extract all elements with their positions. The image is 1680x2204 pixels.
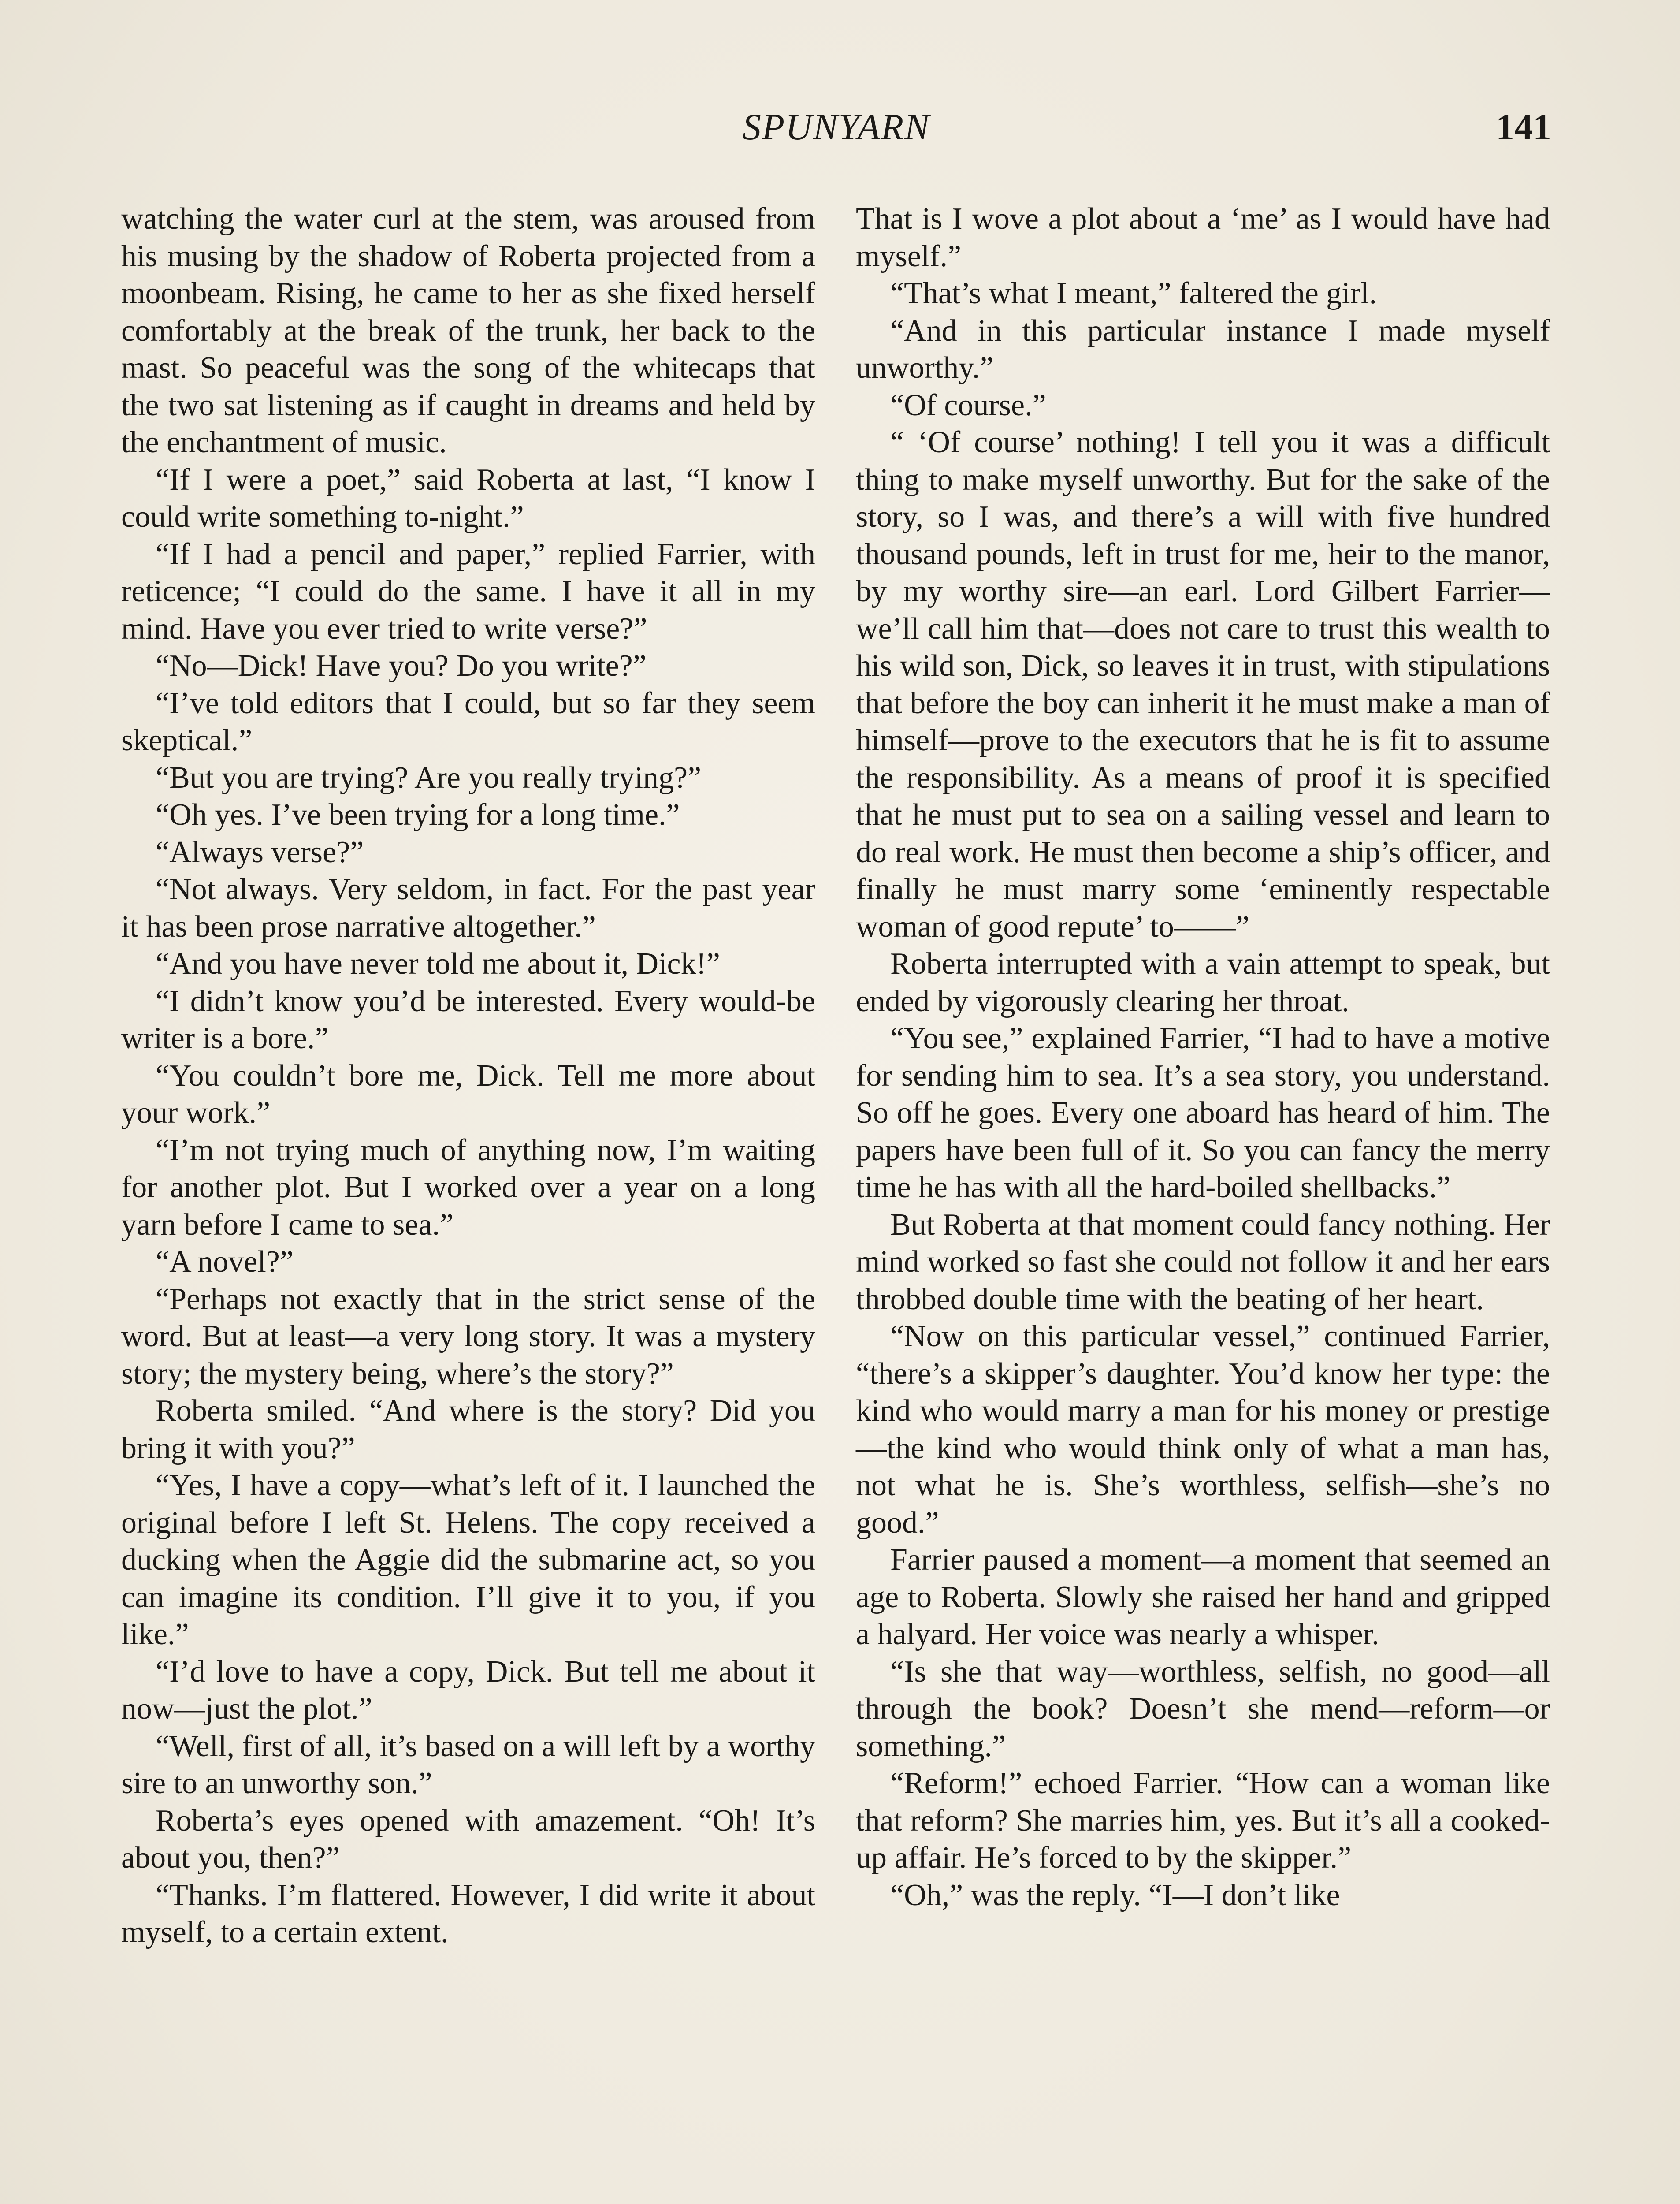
paragraph: “Now on this particular vessel,” continued Farrier, “there’s a skipper’s daughter. You’d know her type: the kind who would marry a man for his money or prestige—the kind who would think only of what a man has, not what he is. She’s worthless, selfish—she’s no good.” bbox=[856, 1319, 1550, 1540]
paragraph: “I didn’t know you’d be interested. Every would-be writer is a bore.” bbox=[121, 984, 815, 1055]
paragraph: But Roberta at that moment could fancy nothing. Her mind worked so fast she could not follow it and her ears throbbed double time with the beating of her heart. bbox=[856, 1207, 1550, 1316]
paragraph: “That’s what I meant,” faltered the girl. bbox=[890, 276, 1377, 310]
paragraph: Roberta interrupted with a vain attempt to speak, but ended by vigorously clearing her throat. bbox=[856, 947, 1550, 1018]
paragraph: “If I were a poet,” said Roberta at last, “I know I could write something to-night.” bbox=[121, 462, 815, 534]
paragraph: “Thanks. I’m flattered. However, I did write it about myself, to a certain extent. bbox=[121, 1878, 815, 1949]
paragraph: “Always verse?” bbox=[156, 835, 364, 869]
left-column bbox=[121, 201, 815, 1951]
paragraph: “Of course.” bbox=[890, 388, 1046, 422]
paragraph: “Yes, I have a copy—what’s left of it. I launched the original before I left St. Helens. The copy received a ducking when the Aggie did the submarine act, so you can imagine its condition. I’ll give it to you, if you like.” bbox=[121, 1468, 815, 1651]
paragraph: “ ‘Of course’ nothing! I tell you it was a difficult thing to make myself unworthy. But for the sake of the story, so I was, and there’s a will with five hundred thousand pounds, left in trust for me, heir to the manor, by my worthy sire—an earl. Lord Gilbert Farrier—we’ll call him that—does not care to trust this wealth to his wild son, Dick, so leaves it in trust, with stipulations that before the boy can inherit it he must make a man of himself—prove to the executors that he is fit to assume the responsibility. As a means of proof it is specified that he must put to sea on a sailing vessel and learn to do real work. He must then become a ship’s officer, and finally he must marry some ‘eminently respectable woman of good repute’ to——” bbox=[856, 425, 1550, 944]
paragraph: “I’m not trying much of anything now, I’m waiting for another plot. But I worked over a year on a long yarn before I came to sea.” bbox=[121, 1133, 815, 1242]
paragraph: “Well, first of all, it’s based on a will left by a worthy sire to an unworthy son.” bbox=[121, 1729, 815, 1800]
paragraph: Roberta smiled. “And where is the story? Did you bring it with you?” bbox=[121, 1394, 815, 1465]
paragraph: “And in this particular instance I made myself unworthy.” bbox=[856, 313, 1550, 385]
paragraph: watching the water curl at the stem, was aroused from his musing by the shadow of Roberta projected from a moonbeam. Rising, he came to her as she fixed herself comfortably at the break of the trunk, her back to the mast. So peaceful was the song of the whitecaps that the two sat listening as if caught in dreams and held by the enchantment of music. bbox=[121, 202, 815, 459]
paragraph: Roberta’s eyes opened with amazement. “Oh! It’s about you, then?” bbox=[121, 1803, 815, 1875]
paragraph: “Perhaps not exactly that in the strict sense of the word. But at least—a very long story. It was a mystery story; the mystery being, where’s the story?” bbox=[121, 1282, 815, 1391]
paragraph: “If I had a pencil and paper,” replied Farrier, with reticence; “I could do the same. I have it all in my mind. Have you ever tried to write verse?” bbox=[121, 537, 815, 646]
paragraph: “Not always. Very seldom, in fact. For the past year it has been prose narrative altogether.” bbox=[121, 872, 815, 944]
paragraph: “I’ve told editors that I could, but so far they seem skeptical.” bbox=[121, 686, 815, 757]
paragraph: “No—Dick! Have you? Do you write?” bbox=[156, 649, 647, 683]
paragraph: “Reform!” echoed Farrier. “How can a woman like that reform? She marries him, yes. But it’s all a cooked-up affair. He’s forced to by the skipper.” bbox=[856, 1766, 1550, 1875]
paragraph: “You see,” explained Farrier, “I had to have a motive for sending him to sea. It’s a sea story, you understand. So off he goes. Every one aboard has heard of him. The papers have been full of it. So you can fancy the merry time he has with all the hard-boiled shellbacks.” bbox=[856, 1021, 1550, 1204]
page-number: 141 bbox=[1496, 107, 1551, 148]
page-header bbox=[121, 106, 1551, 154]
running-head: SPUNYARN bbox=[742, 107, 930, 148]
paragraph: “I’d love to have a copy, Dick. But tell me about it now—just the plot.” bbox=[121, 1654, 815, 1726]
paragraph: “Oh yes. I’ve been trying for a long time.” bbox=[156, 798, 680, 832]
paragraph: “But you are trying? Are you really trying?” bbox=[156, 760, 702, 795]
paragraph: “Is she that way—worthless, selfish, no good—all through the book? Doesn’t she mend—reform—or something.” bbox=[856, 1654, 1550, 1763]
paragraph: Farrier paused a moment—a moment that seemed an age to Roberta. Slowly she raised her hand and gripped a halyard. Her voice was nearly a whisper. bbox=[856, 1543, 1550, 1651]
paragraph: “A novel?” bbox=[156, 1245, 294, 1279]
paragraph: “You couldn’t bore me, Dick. Tell me more about your work.” bbox=[121, 1058, 815, 1130]
paragraph: “And you have never told me about it, Dick!” bbox=[156, 947, 720, 981]
paragraph: “Oh,” was the reply. “I—I don’t like bbox=[890, 1878, 1340, 1912]
right-column bbox=[856, 201, 1550, 1914]
paragraph: That is I wove a plot about a ‘me’ as I would have had myself.” bbox=[856, 202, 1550, 273]
